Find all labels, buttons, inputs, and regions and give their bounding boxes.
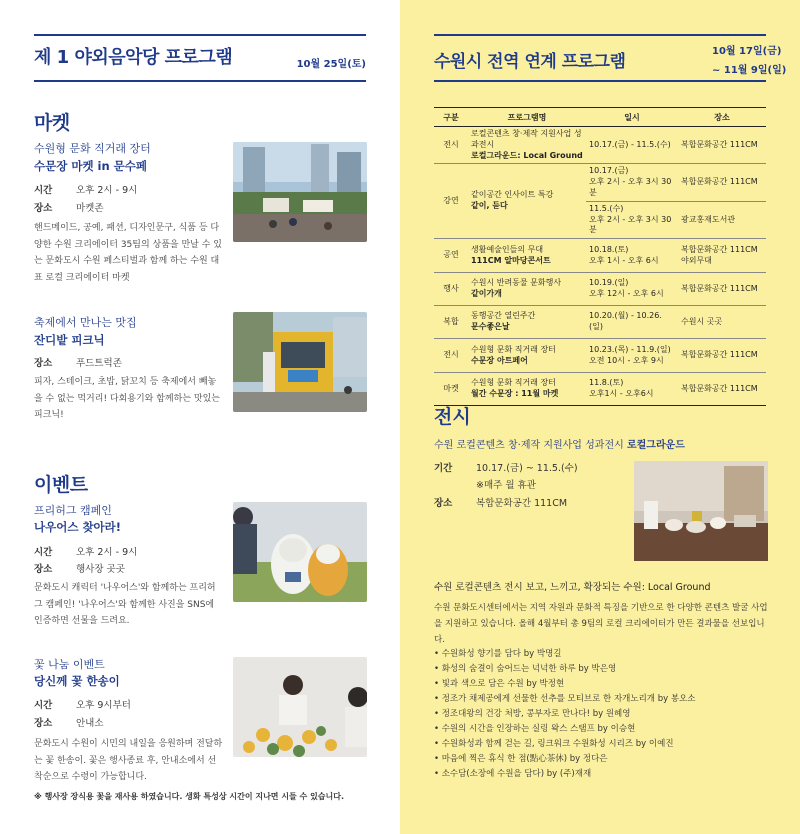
place-cell: 복합문화공간 111CM xyxy=(678,373,766,406)
picnic-item-description: 피자, 스테이크, 초밥, 닭꼬치 등 축제에서 빼놓을 수 없는 먹거리! 다회용기와 함께하는 맛있는 피크닉! xyxy=(34,377,220,421)
market-photo xyxy=(233,142,367,242)
place-cell: 복합문화공간 111CM xyxy=(678,164,766,201)
category-cell: 강연 xyxy=(434,164,468,239)
col-header-category: 구분 xyxy=(434,108,468,127)
place-label: 장소 xyxy=(34,203,53,214)
place-row xyxy=(434,495,567,509)
market-section-title: 마켓 xyxy=(34,112,70,134)
program-subtitle: 수원형 문화 직거래 장터 xyxy=(471,378,556,388)
header-rule-top xyxy=(434,34,766,36)
list-item: • 수원화성과 함께 걷는 길, 링크워크 수원화성 시리즈 by 이예진 xyxy=(434,737,695,752)
place-value: 푸드트럭존 xyxy=(76,358,122,369)
exhibition-subtitle-bold: 로컬그라운드 xyxy=(626,440,685,451)
date-cell: 11.5.(수) 오후 2시 - 오후 3시 30분 xyxy=(586,201,678,238)
event-date: 10월 25일(토) xyxy=(296,59,366,70)
place-cell: 복합문화공간 111CM xyxy=(678,273,766,306)
program-name: 111CM 알마당콘서트 xyxy=(471,255,551,265)
table-row xyxy=(434,306,766,339)
program-subtitle: 로컬콘텐츠 창·제작 지원사업 성과전시 xyxy=(471,129,582,149)
flower-item-subtitle: 꽃 나눔 이벤트 xyxy=(34,658,105,671)
program-name: 로컬그라운드: Local Ground xyxy=(471,150,583,160)
place-value: 안내소 xyxy=(76,718,104,729)
time-row xyxy=(34,544,137,558)
list-item: • 빛과 색으로 담은 수원 by 박정현 xyxy=(434,677,695,692)
place-label: 장소 xyxy=(434,498,453,509)
mascot-photo xyxy=(233,502,367,602)
list-item: • 정조대왕의 건강 처방, 콩부자로 만나다! by 원혜영 xyxy=(434,707,695,722)
market-item-name: 수문장 마켓 in 문수페 xyxy=(34,159,148,173)
list-item: • 수원화성 향기를 담다 by 박명길 xyxy=(434,647,695,662)
header-rule-bottom xyxy=(434,80,766,82)
date-cell: 10.17.(금) - 11.5.(수) xyxy=(586,127,678,164)
program-cell xyxy=(468,339,586,373)
list-item: • 정조가 채제공에게 선물한 선추를 모티브로 한 자개노리개 by 봉오소 xyxy=(434,692,695,707)
market-item-subtitle: 수원형 문화 직거래 장터 xyxy=(34,142,151,155)
category-cell: 마켓 xyxy=(434,373,468,406)
place-row xyxy=(34,715,104,729)
place-cell: 복합문화공간 111CM 야외무대 xyxy=(678,239,766,273)
table-row xyxy=(434,373,766,406)
header-rule-top xyxy=(34,34,366,36)
period-note: ※매주 월 휴관 xyxy=(476,480,536,491)
col-header-place: 장소 xyxy=(678,108,766,127)
place-value: 복합문화공간 111CM xyxy=(476,498,568,509)
category-cell: 복합 xyxy=(434,306,468,339)
flower-item-name: 당신께 꽃 한송이 xyxy=(34,674,120,688)
exhibition-description: 수원 문화도시센터에서는 지역 자원과 문화적 특징을 기반으로 한 다양한 콘텐츠 발굴 사업을 지원하고 있습니다. 올해 4월부터 총 9팀의 로컬 크리에이터가 만든 결과물을 선보입니다. xyxy=(434,603,768,646)
date-cell: 10.20.(월) - 10.26.(일) xyxy=(586,306,678,339)
footnote: ※ 행사장 장식용 꽃을 재사용 하였습니다. 생화 특성상 시간이 지나면 시들 수 있습니다. xyxy=(34,792,345,801)
program-cell xyxy=(468,273,586,306)
program-name: 수문장 아트페어 xyxy=(471,355,528,365)
time-value: 오후 9시부터 xyxy=(76,700,131,711)
category-cell: 전시 xyxy=(434,127,468,164)
freehug-item-description: 문화도시 캐릭터 '나우어스'와 함께하는 프리허그 캠페인! '나우어스'와 함께한 사진을 SNS에 인증하면 선물을 드려요. xyxy=(34,583,216,627)
freehug-item-name: 나우어스 찾아라! xyxy=(34,520,122,534)
place-row xyxy=(34,561,125,575)
time-row xyxy=(34,697,131,711)
place-cell: 광교홍재도서관 xyxy=(678,201,766,238)
list-item: • 마음에 찍은 휴식 한 점(點心茶休) by 정다은 xyxy=(434,752,695,767)
exhibition-photo xyxy=(634,461,768,561)
program-subtitle: 생활예술인들의 무대 xyxy=(471,244,544,254)
period-label: 기간 xyxy=(434,463,453,474)
period-row xyxy=(434,460,578,474)
exhibition-subtitle-prefix: 수원 로컬콘텐츠 창·제작 지원사업 성과전시 xyxy=(434,440,624,451)
picnic-item-subtitle: 축제에서 만나는 맛집 xyxy=(34,316,137,329)
program-name: 같이가개 xyxy=(471,289,502,299)
program-cell xyxy=(468,164,586,239)
table-header-row xyxy=(434,108,766,127)
program-subtitle: 동행공간 열린주간 xyxy=(471,311,536,321)
category-cell: 행사 xyxy=(434,273,468,306)
exhibition-works-list xyxy=(434,647,695,782)
period-value: 10.17.(금) ~ 11.5.(수) xyxy=(476,463,578,474)
freehug-item-subtitle: 프리허그 캠페인 xyxy=(34,504,112,517)
col-header-program: 프로그램명 xyxy=(468,108,586,127)
page-title: 수원시 전역 연계 프로그램 xyxy=(434,52,626,72)
event-section-title: 이벤트 xyxy=(34,474,88,496)
time-value: 오후 2시 - 9시 xyxy=(76,547,138,558)
exhibition-section-title: 전시 xyxy=(434,406,471,428)
program-cell xyxy=(468,127,586,164)
program-name: 월간 수문장 : 11월 마켓 xyxy=(471,389,559,399)
program-cell xyxy=(468,239,586,273)
program-subtitle: 수원형 문화 직거래 장터 xyxy=(471,344,556,354)
date-cell: 10.17.(금) 오후 2시 - 오후 3시 30분 xyxy=(586,164,678,201)
place-label: 장소 xyxy=(34,564,53,575)
date-cell: 10.18.(토) 오후 1시 - 오후 6시 xyxy=(586,239,678,273)
page-title: 제 1 야외음악당 프로그램 xyxy=(34,47,233,68)
program-name: 같이, 듣다 xyxy=(471,201,508,211)
list-item: • 화성의 숨결이 숨어드는 넉넉한 하루 by 박은영 xyxy=(434,662,695,677)
table-row xyxy=(434,239,766,273)
program-cell xyxy=(468,373,586,406)
place-cell: 수원시 곳곳 xyxy=(678,306,766,339)
place-cell: 복합문화공간 111CM xyxy=(678,127,766,164)
header-rule-bottom xyxy=(34,80,366,82)
table-row xyxy=(434,164,766,201)
program-subtitle: 같이공간 인사이트 특강 xyxy=(471,190,554,200)
picnic-item-name: 잔디밭 피크닉 xyxy=(34,333,105,347)
date-cell: 11.8.(토) 오후1시 - 오후6시 xyxy=(586,373,678,406)
place-cell: 복합문화공간 111CM xyxy=(678,339,766,373)
time-label: 시간 xyxy=(34,185,53,196)
food-truck-photo xyxy=(233,312,367,412)
flower-photo xyxy=(233,657,367,757)
table-row xyxy=(434,339,766,373)
exhibition-subtitle xyxy=(434,436,685,451)
category-cell: 공연 xyxy=(434,239,468,273)
period-end: ~ 11월 9일(일) xyxy=(712,65,787,76)
table-row xyxy=(434,273,766,306)
place-label: 장소 xyxy=(34,358,53,369)
list-item: • 소수담(소장에 수원을 담다) by (주)재재 xyxy=(434,767,695,782)
date-cell: 10.19.(일) 오후 12시 - 오후 6시 xyxy=(586,273,678,306)
time-value: 오후 2시 - 9시 xyxy=(76,185,138,196)
program-name: 문수좋은날 xyxy=(471,322,510,332)
program-subtitle: 수원시 반려동물 문화행사 xyxy=(471,278,562,288)
place-value: 마켓존 xyxy=(76,203,104,214)
category-cell: 전시 xyxy=(434,339,468,373)
list-item: • 수원의 시간을 인장하는 실링 왁스 스탬프 by 이승현 xyxy=(434,722,695,737)
place-row xyxy=(34,200,104,214)
table-row xyxy=(434,127,766,164)
time-label: 시간 xyxy=(34,700,53,711)
market-item-description: 핸드메이드, 공예, 패션, 디자인문구, 식품 등 다양한 수원 크리에이터 35팀의 상품을 만날 수 있는 문화도시 수원 페스티벌과 함께 하는 수원 대표 로컬 크리에이터 마켓 xyxy=(34,223,222,283)
flower-item-description: 문화도시 수원이 시민의 내일을 응원하며 전달하는 꽃 한송이. 꽃은 행사종료 후, 안내소에서 선착순으로 수령이 가능합니다. xyxy=(34,739,223,783)
exhibition-headline: 수원 로컬콘텐츠 전시 보고, 느끼고, 확장되는 수원: Local Ground xyxy=(434,582,711,593)
program-cell xyxy=(468,306,586,339)
col-header-datetime: 일시 xyxy=(586,108,678,127)
schedule-table xyxy=(434,107,766,406)
place-value: 행사장 곳곳 xyxy=(76,564,125,575)
time-label: 시간 xyxy=(34,547,53,558)
place-label: 장소 xyxy=(34,718,53,729)
period-start: 10월 17일(금) xyxy=(712,46,782,57)
date-cell: 10.23.(목) - 11.9.(일) 오전 10시 - 오후 9시 xyxy=(586,339,678,373)
time-row xyxy=(34,182,137,196)
place-row xyxy=(34,355,122,369)
